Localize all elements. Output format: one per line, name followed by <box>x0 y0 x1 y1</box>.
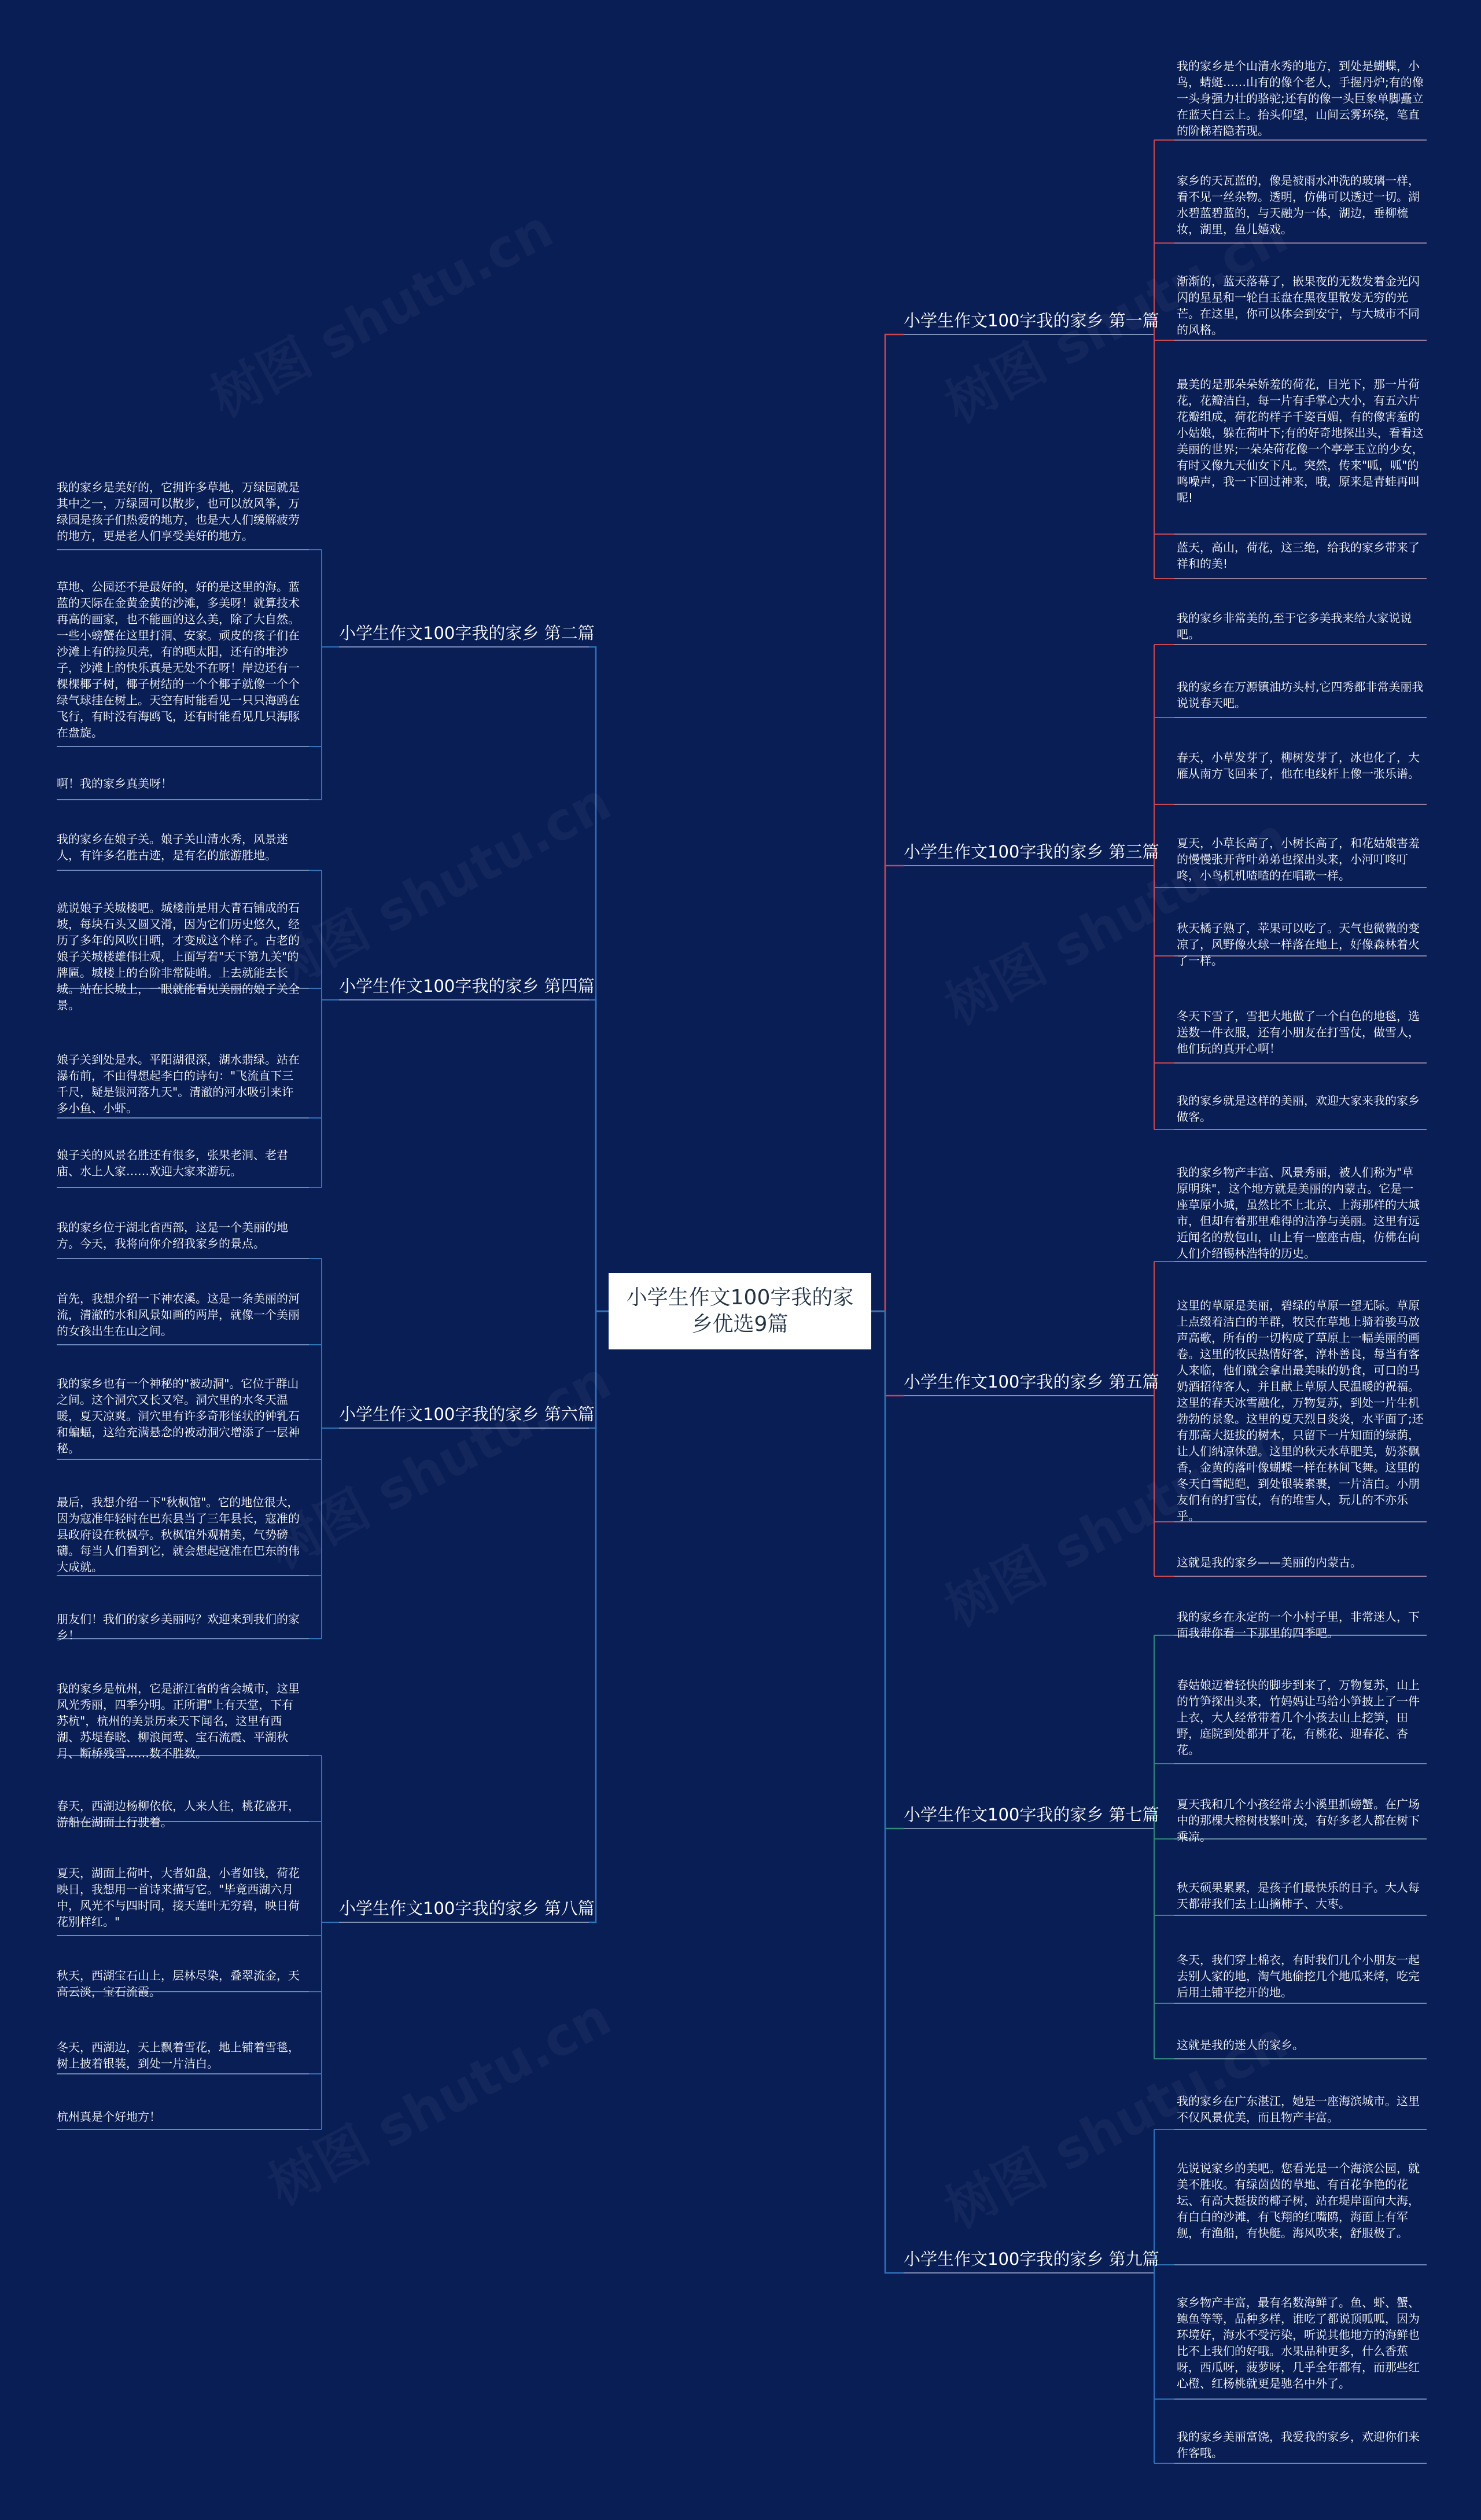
leaf-node[interactable]: 啊！我的家乡真美呀！ <box>57 777 172 790</box>
leaf-node[interactable]: 家乡的天瓦蓝的，像是被雨水冲洗的玻璃一样，看不见一丝杂物。透明，仿佛可以透过一切。湖水碧蓝碧蓝的，与天融为一体，湖边，垂柳梳妆，湖里，鱼儿嬉戏。 <box>1177 174 1420 236</box>
leaf-node[interactable]: 我的家乡在万源镇油坊头村,它四秀都非常美丽我说说春天吧。 <box>1177 680 1424 710</box>
branch-node[interactable]: 小学生作文100字我的家乡 第一篇 <box>904 311 1159 330</box>
leaf-node[interactable]: 我的家乡也有一个神秘的"被动洞"。它位于群山之间。这个洞穴又长又窄。洞穴里的水冬天温暖，夏天凉爽。洞穴里有许多奇形怪状的钟乳石和蝙蝠，这给充满悬念的被动洞穴增添了一层神秘。 <box>57 1377 300 1455</box>
leaf-node[interactable]: 春姑娘迈着轻快的脚步到来了，万物复苏，山上的竹笋探出头来，竹妈妈让马给小笋披上了一件上衣，大人经常带着几个小孩去山上挖笋，田野，庭院到处都开了花，有桃花、迎春花、杏花。 <box>1177 1678 1420 1757</box>
leaf-node[interactable]: 我的家乡美丽富饶，我爱我的家乡，欢迎你们来作客哦。 <box>1177 2430 1420 2460</box>
branch-node[interactable]: 小学生作文100字我的家乡 第六篇 <box>339 1404 595 1424</box>
leaf-node[interactable]: 春天，西湖边杨柳依依，人来人往，桃花盛开，游船在湖面上行驶着。 <box>57 1799 300 1829</box>
leaf-node[interactable]: 最后，我想介绍一下"秋枫馆"。它的地位很大，因为寇准年轻时在巴东县当了三年县长，寇准的县政府设在秋枫亭。秋枫馆外观精美，气势磅礴。每当人们看到它，就会想起寇准在巴东的伟大成就。 <box>57 1495 300 1574</box>
leaf-node[interactable]: 就说娘子关城楼吧。城楼前是用大青石铺成的石坡，每块石头又圆又滑，因为它们历史悠久，经历了多年的风吹日晒，才变成这个样子。古老的娘子关城楼雄伟壮观，上面写着"天下第九关"的牌匾。城楼上的台阶非常陡峭。上去就能去长城。站在长城上，一眼就能看见美丽的娘子关全景。 <box>57 901 300 1012</box>
leaf-node[interactable]: 冬天，我们穿上棉衣，有时我们几个小朋友一起去别人家的地，淘气地偷挖几个地瓜来烤，吃完后用土铺平挖开的地。 <box>1177 1953 1420 1999</box>
branch-node[interactable]: 小学生作文100字我的家乡 第八篇 <box>339 1899 595 1918</box>
leaf-node[interactable]: 我的家乡是美好的，它拥许多草地，万绿园就是其中之一，万绿园可以散步，也可以放风筝，万绿园是孩子们热爱的地方，也是大人们缓解疲劳的地方，更是老人们享受美好的地方。 <box>57 480 300 543</box>
root-connector <box>871 866 904 1311</box>
leaf-node[interactable]: 春天，小草发芽了，柳树发芽了，冰也化了，大雁从南方飞回来了，他在电线杆上像一张乐谱。 <box>1177 751 1420 781</box>
leaf-node[interactable]: 蓝天，高山，荷花，这三绝，给我的家乡带来了祥和的美! <box>1177 540 1420 571</box>
leaf-node[interactable]: 朋友们！我们的家乡美丽吗？欢迎来到我们的家乡！ <box>57 1612 300 1642</box>
leaf-node[interactable]: 这就是我的迷人的家乡。 <box>1177 2038 1304 2052</box>
leaf-node[interactable]: 秋天，西湖宝石山上，层林尽染，叠翠流金，天高云淡，宝石流霞。 <box>57 1969 300 1999</box>
leaf-node[interactable]: 夏天我和几个小孩经常去小溪里抓螃蟹。在广场中的那棵大榕树枝繁叶茂，有好多老人都在树下乘凉。 <box>1177 1797 1420 1844</box>
root-connector <box>871 1311 904 1829</box>
branch-node[interactable]: 小学生作文100字我的家乡 第七篇 <box>904 1805 1159 1824</box>
root-topic[interactable]: 小学生作文100字我的家乡优选9篇 <box>609 1273 871 1349</box>
root-connector <box>871 1311 904 1396</box>
root-connector <box>589 1311 609 1922</box>
leaf-node[interactable]: 首先，我想介绍一下神农溪。这是一条美丽的河流，清澈的水和风景如画的两岸，就像一个美丽的女孩出生在山之间。 <box>57 1292 300 1338</box>
leaf-node[interactable]: 这就是我的家乡——美丽的内蒙古。 <box>1177 1555 1362 1569</box>
leaf-node[interactable]: 娘子关到处是水。平阳湖很深，湖水翡绿。站在瀑布前，不由得想起李白的诗句："飞流直下三千尺，疑是银河落九天"。清澈的河水吸引来许多小鱼、小虾。 <box>57 1053 300 1115</box>
leaf-node[interactable]: 娘子关的风景名胜还有很多，张果老洞、老君庙、水上人家……欢迎大家来游玩。 <box>57 1148 288 1178</box>
leaf-node[interactable]: 我的家乡在娘子关。娘子关山清水秀，风景迷人，有许多名胜古迹，是有名的旅游胜地。 <box>57 832 288 862</box>
leaf-node[interactable]: 家乡物产丰富，最有名数海鲜了。鱼、虾、蟹、鲍鱼等等，品种多样，谁吃了都说顶呱呱，因为环境好，海水不受污染，听说其他地方的海鲜也比不上我们的好哦。水果品种更多，什么香蕉呀，西瓜呀，菠萝呀，几乎全年都有，而那些红心橙、红杨桃就更是驰名中外了。 <box>1177 2295 1420 2390</box>
branch-node[interactable]: 小学生作文100字我的家乡 第九篇 <box>904 2249 1159 2269</box>
leaf-node[interactable]: 这里的草原是美丽，碧绿的草原一望无际。草原上点缀着洁白的羊群，牧民在草地上骑着骏马放声高歌，所有的一切构成了草原上一幅美丽的画卷。这里的牧民热情好客，淳朴善良，每当有客人来临，他们就会拿出最美味的奶食，可口的马奶酒招待客人，并且献上草原人民温暖的祝福。这里的春天冰雪融化，万物复苏，到处一片生机勃勃的景象。这里的夏天烈日炎炎，水平面了;还有那高大挺拔的树木，只留下一片知面的绿荫，让人们纳凉休憩。这里的秋天水草肥美，奶茶飘香，金黄的落叶像蝴蝶一样在林间飞舞。这里的冬天白雪皑皑，到处银装素裹，一片洁白。小朋友们有的打雪仗，有的堆雪人，玩儿的不亦乐乎。 <box>1177 1298 1424 1523</box>
branch-node[interactable]: 小学生作文100字我的家乡 第二篇 <box>339 623 595 643</box>
leaf-node[interactable]: 夏天，小草长高了，小树长高了，和花姑娘害羞的慢慢张开背叶弟弟也探出头来，小河叮咚叮咚，小鸟机机喳喳的在唱歌一样。 <box>1177 836 1420 882</box>
branch-node[interactable]: 小学生作文100字我的家乡 第三篇 <box>904 842 1159 862</box>
leaf-node[interactable]: 我的家乡是杭州，它是浙江省的省会城市，这里风光秀丽，四季分明。正所谓"上有天堂，下有苏杭"，杭州的美景历来天下闻名，这里有西湖、苏堤春晓、柳浪闻莺、宝石流霞、平湖秋月、断桥残雪……数不胜数。 <box>57 1682 300 1760</box>
leaf-node[interactable]: 我的家乡物产丰富、风景秀丽，被人们称为"草原明珠"，这个地方就是美丽的内蒙古。它是一座草原小城，虽然比不上北京、上海那样的大城市，但却有着那里难得的洁净与美丽。这里有远近闻名的敖包山，山上有一座座古庙，仿佛在向人们介绍锡林浩特的历史。 <box>1177 1165 1420 1260</box>
leaf-node[interactable]: 秋天硕果累累，是孩子们最快乐的日子。大人每天都带我们去上山摘柿子、大枣。 <box>1177 1881 1420 1911</box>
branch-node[interactable]: 小学生作文100字我的家乡 第五篇 <box>904 1372 1159 1392</box>
leaf-node[interactable]: 渐渐的，蓝天落幕了，嵌果夜的无数发着金光闪闪的星星和一轮白玉盘在黑夜里散发无穷的光芒。在这里，你可以体会到安宁，与大城市不同的风格。 <box>1177 274 1420 337</box>
leaf-node[interactable]: 秋天橘子熟了，苹果可以吃了。天气也微微的变凉了，风野像火球一样落在地上，好像森林着火了一样。 <box>1177 921 1420 967</box>
root-connector <box>871 1311 904 2273</box>
leaf-node[interactable]: 夏天，湖面上荷叶，大者如盘，小者如钱，荷花映日，我想用一首诗来描写它。"毕竟西湖六月中，风光不与四时同，接天莲叶无穷碧，映日荷花别样红。" <box>57 1866 300 1929</box>
leaf-node[interactable]: 我的家乡非常美的,至于它多美我来给大家说说吧。 <box>1177 611 1412 641</box>
branch-node[interactable]: 小学生作文100字我的家乡 第四篇 <box>339 976 595 996</box>
leaf-node[interactable]: 冬天下雪了，雪把大地做了一个白色的地毯，选送数一件衣服，还有小朋友在打雪仗，做雪人，他们玩的真开心啊！ <box>1177 1009 1420 1055</box>
root-connector <box>589 1000 609 1311</box>
leaf-node[interactable]: 我的家乡位于湖北省西部，这是一个美丽的地方。今天，我将向你介绍我家乡的景点。 <box>57 1220 288 1250</box>
leaf-node[interactable]: 我的家乡在永定的一个小村子里，非常迷人，下面我带你看一下那里的四季吧。 <box>1177 1610 1420 1640</box>
leaf-node[interactable]: 杭州真是个好地方！ <box>57 2110 161 2124</box>
leaf-node[interactable]: 冬天，西湖边，天上飘着雪花，地上铺着雪毯，树上披着银装，到处一片洁白。 <box>57 2040 300 2070</box>
root-connector <box>871 334 904 1311</box>
leaf-node[interactable]: 先说说家乡的美吧。您看光是一个海滨公园，就美不胜收。有绿茵茵的草地、有百花争艳的花坛、有高大挺拔的椰子树，站在堤岸面向大海，有白白的沙滩，有飞翔的红嘴鸥，海面上有军舰，有渔船，有快艇。海风吹来，舒服极了。 <box>1177 2161 1420 2240</box>
leaf-node[interactable]: 我的家乡是个山清水秀的地方，到处是蝴蝶，小鸟，蜻蜓……山有的像个老人，手握丹炉;有的像一头身强力壮的骆驼;还有的像一头巨象单脚矗立在蓝天白云上。抬头仰望，山间云雾环绕，笔直的阶梯若隐若现。 <box>1177 59 1424 138</box>
leaf-node[interactable]: 最美的是那朵朵娇羞的荷花，目光下，那一片荷花，花瓣洁白，每一片有手掌心大小，有五六片花瓣组成，荷花的样子千姿百媚，有的像害羞的小姑娘，躲在荷叶下;有的好奇地探出头，看看这美丽的世界;一朵朵荷花像一个亭亭玉立的少女，有时又像九天仙女下凡。突然，传来"呱，呱"的鸣噪声，我一下回过神来，哦，原来是青蛙再叫呢! <box>1177 377 1424 505</box>
leaf-node[interactable]: 我的家乡在广东湛江，她是一座海滨城市。这里不仅风景优美，而且物产丰富。 <box>1177 2094 1420 2124</box>
leaf-node[interactable]: 草地、公园还不是最好的，好的是这里的海。蓝蓝的天际在金黄金黄的沙滩，多美呀！就算技术再高的画家，也不能画的这么美，除了大自然。一些小螃蟹在这里打洞、安家。顽皮的孩子们在沙滩上有的捡贝壳，有的晒太阳，还有的堆沙子，沙滩上的快乐真是无处不在呀！岸边还有一棵棵椰子树，椰子树结的一个个椰子就像一个个绿气球挂在树上。天空有时能看见一只只海鸥在飞行，有时没有海鸥飞，还有时能看见几只海豚在盘旋。 <box>57 580 300 740</box>
leaf-node[interactable]: 我的家乡就是这样的美丽，欢迎大家来我的家乡做客。 <box>1177 1094 1420 1124</box>
